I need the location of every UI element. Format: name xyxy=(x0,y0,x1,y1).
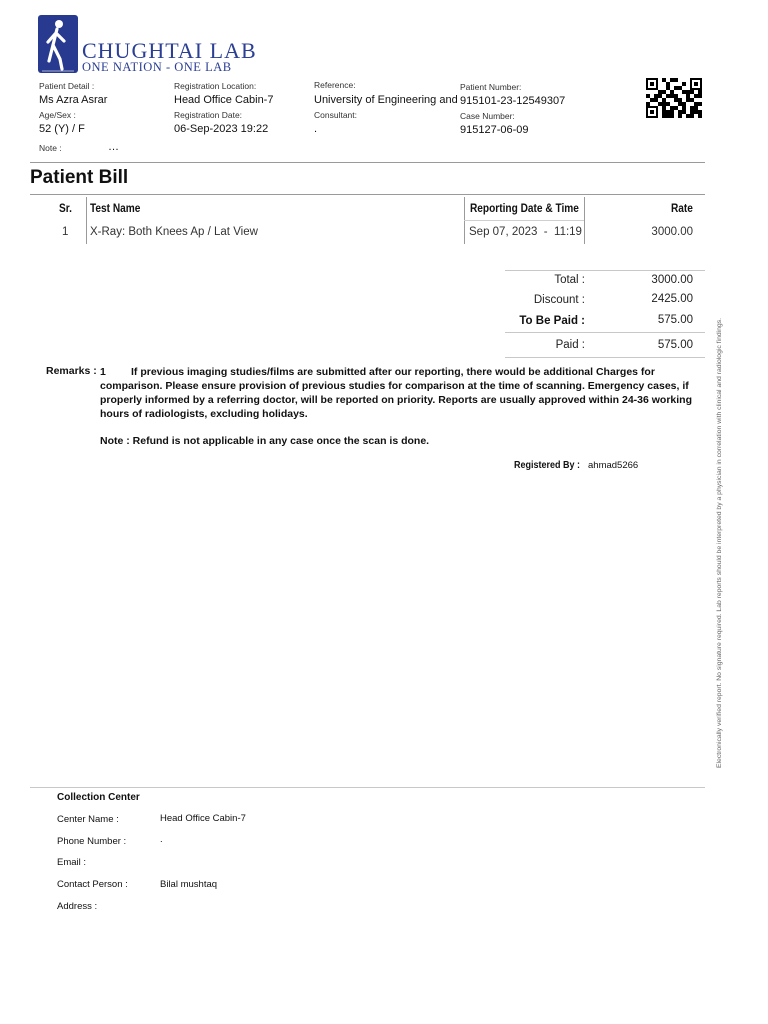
paid-label: Paid : xyxy=(555,339,585,351)
collection-center-title: Collection Center xyxy=(57,792,140,803)
row-test-name: X-Ray: Both Knees Ap / Lat View xyxy=(90,226,258,238)
center-name-value: Head Office Cabin-7 xyxy=(160,813,246,824)
note-value: … xyxy=(108,141,119,153)
registered-by-label: Registered By : xyxy=(514,460,581,471)
total-label: Total : xyxy=(554,274,585,286)
brand-name-main: CHUGHTAI xyxy=(82,38,204,63)
contact-person-label: Contact Person : xyxy=(57,879,128,890)
reference-label: Reference: xyxy=(314,80,356,90)
column-header-rate: Rate xyxy=(671,203,693,215)
column-header-test-name: Test Name xyxy=(90,203,141,215)
page-title: Patient Bill xyxy=(30,167,129,188)
registration-location-value: Head Office Cabin-7 xyxy=(174,94,274,106)
refund-note: Note : Refund is not applicable in any case once the scan is done. xyxy=(100,435,430,447)
contact-person-value: Bilal mushtaq xyxy=(160,879,218,890)
to-be-paid-label: To Be Paid : xyxy=(519,315,585,327)
age-sex-value: 52 (Y) / F xyxy=(39,123,85,135)
row-reporting-datetime: Sep 07, 2023 - 11:19 xyxy=(469,226,582,238)
phone-value: . xyxy=(160,834,163,845)
to-be-paid-value: 575.00 xyxy=(657,314,693,326)
qr-code-icon xyxy=(646,78,702,118)
row-rate: 3000.00 xyxy=(651,226,693,238)
case-number-value: 915127-06-09 xyxy=(460,124,529,136)
totals-top-divider xyxy=(505,270,705,271)
row-sr: 1 xyxy=(62,226,69,238)
center-name-label: Center Name : xyxy=(57,814,119,825)
patient-detail-label: Patient Detail : xyxy=(39,81,95,91)
column-header-sr: Sr. xyxy=(59,203,72,215)
remarks-text xyxy=(100,365,700,421)
age-sex-label: Age/Sex : xyxy=(39,110,76,120)
remarks-label: Remarks : xyxy=(46,365,97,377)
reference-value: University of Engineering and xyxy=(314,94,458,106)
case-number-label: Case Number: xyxy=(460,111,515,121)
remarks-body: If previous imaging studies/films are submitted after our reporting, there would be additional Charges for comparison. Please ensure provision of previous studies for comparison at the time of scanning. Emergency cases, if properly informed by a referring doctor, will be reported on priority. Reports are usually approved within 24-36 working hours of radiologists, excluding holidays. xyxy=(100,366,693,420)
verification-side-note: Electronically verified report. No signature required. Lab reports should be interpreted by a physician in correlation with clinical and radiologic findings. xyxy=(716,318,723,768)
remarks-number: 1 xyxy=(100,366,106,378)
consultant-label: Consultant: xyxy=(314,110,357,120)
column-separator xyxy=(584,197,585,244)
registration-date-label: Registration Date: xyxy=(174,110,243,120)
totals-bottom-divider xyxy=(505,357,705,358)
address-label: Address : xyxy=(57,901,98,912)
note-label: Note : xyxy=(39,143,62,153)
discount-label: Discount : xyxy=(533,294,585,306)
registered-by-value: ahmad5266 xyxy=(588,460,639,471)
registration-date-value: 06-Sep-2023 19:22 xyxy=(174,123,269,135)
column-header-reporting: Reporting Date & Time xyxy=(470,203,579,215)
email-label: Email : xyxy=(57,857,87,868)
chughtai-lab-logo xyxy=(38,15,268,75)
brand-name xyxy=(82,40,257,62)
brand-tagline: ONE NATION - ONE LAB xyxy=(82,60,232,74)
footer-divider xyxy=(30,787,705,788)
consultant-value: . xyxy=(314,123,318,135)
totals-mid-divider xyxy=(505,332,705,333)
column-separator xyxy=(86,197,87,244)
title-divider xyxy=(30,194,705,195)
total-value: 3000.00 xyxy=(651,274,693,286)
registration-location-label: Registration Location: xyxy=(174,81,257,91)
walking-figure-icon xyxy=(38,15,78,73)
header-divider xyxy=(30,162,705,163)
patient-name: Ms Azra Asrar xyxy=(39,94,108,106)
paid-value: 575.00 xyxy=(657,339,693,351)
brand-name-lab: LAB xyxy=(209,38,257,63)
patient-number-value: 915101-23-12549307 xyxy=(460,95,566,107)
patient-number-label: Patient Number: xyxy=(460,82,522,92)
discount-value: 2425.00 xyxy=(651,293,693,305)
phone-label: Phone Number : xyxy=(57,836,127,847)
header-underline xyxy=(464,220,584,221)
